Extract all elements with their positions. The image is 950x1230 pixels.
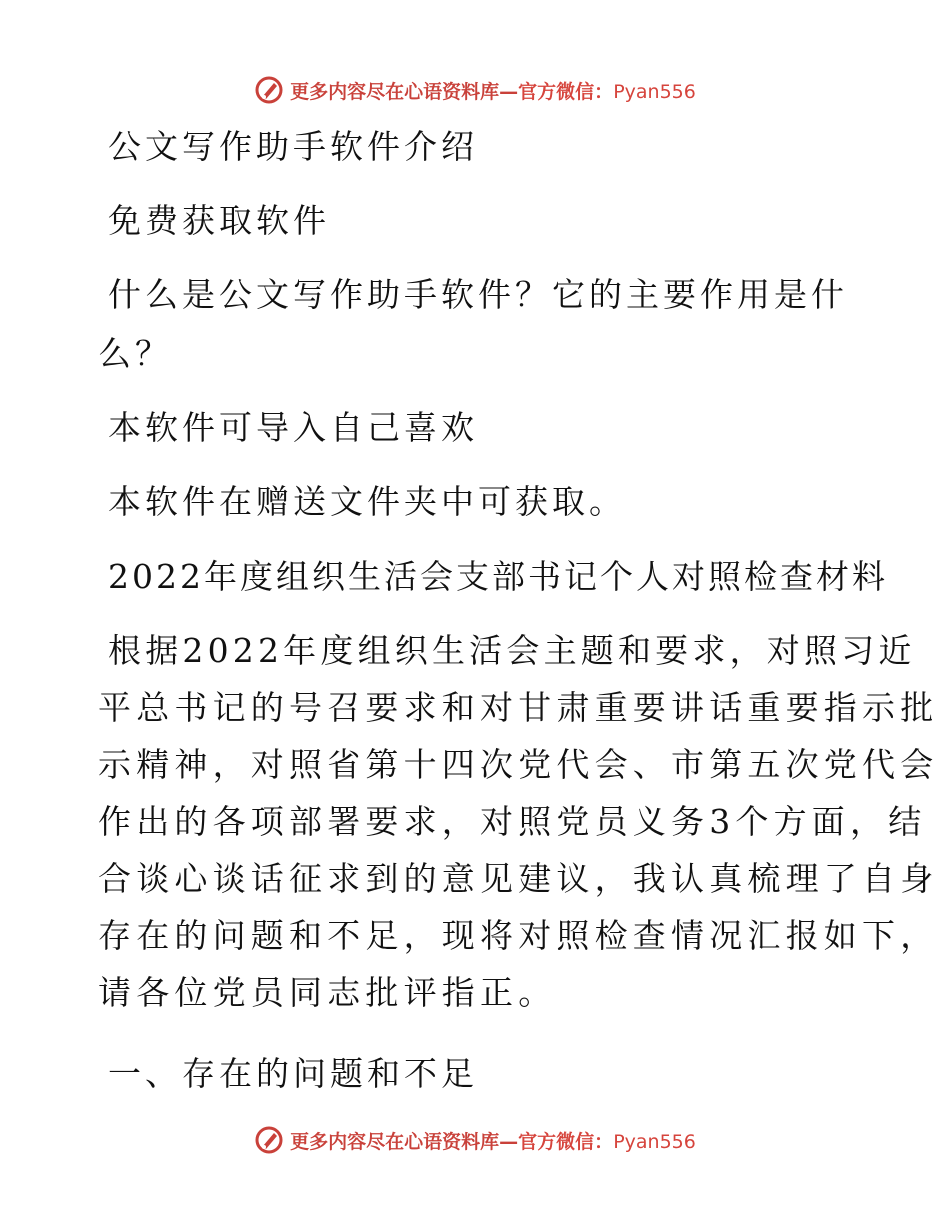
pen-logo-icon (254, 1125, 284, 1155)
question-line-1: 什么是公文写作助手软件？它的主要作用是什 (108, 275, 848, 314)
pen-logo-icon (254, 75, 284, 105)
banner-wechat-label: 官方微信： (518, 80, 614, 103)
banner-wechat-label: 官方微信： (518, 1130, 614, 1153)
question-line-2: 么？ (98, 334, 172, 373)
footer-banner (0, 1120, 950, 1160)
document-title: 2022年度组织生活会支部书记个人对照检查材料 (108, 557, 888, 596)
banner-site-text: 更多内容尽在心语资料库— (290, 1130, 519, 1153)
banner-handle: Pyan556 (613, 1130, 696, 1153)
banner-handle: Pyan556 (613, 80, 696, 103)
paragraph-line: 请各位党员同志批评指正。 (98, 973, 557, 1012)
banner-site-text: 更多内容尽在心语资料库— (290, 80, 519, 103)
paragraph-line: 合谈心谈话征求到的意见建议，我认真梳理了自身 (98, 859, 939, 898)
paragraph-line: 根据2022年度组织生活会主题和要求，对照习近 (108, 631, 916, 670)
paragraph-line: 示精神，对照省第十四次党代会、市第五次党代会 (98, 745, 939, 784)
banner-text (290, 1127, 696, 1154)
free-get-line: 免费获取软件 (108, 201, 330, 240)
banner-text (290, 77, 696, 104)
section-heading: 一、存在的问题和不足 (108, 1054, 478, 1093)
heading-intro: 公文写作助手软件介绍 (108, 127, 478, 166)
gift-line: 本软件在赠送文件夹中可获取。 (108, 482, 626, 521)
paragraph-line: 存在的问题和不足，现将对照检查情况汇报如下， (98, 916, 939, 955)
header-banner (0, 70, 950, 110)
paragraph-line: 作出的各项部署要求，对照党员义务3个方面，结 (98, 802, 927, 841)
import-line: 本软件可导入自己喜欢 (108, 408, 478, 447)
paragraph-line: 平总书记的号召要求和对甘肃重要讲话重要指示批 (98, 688, 939, 727)
